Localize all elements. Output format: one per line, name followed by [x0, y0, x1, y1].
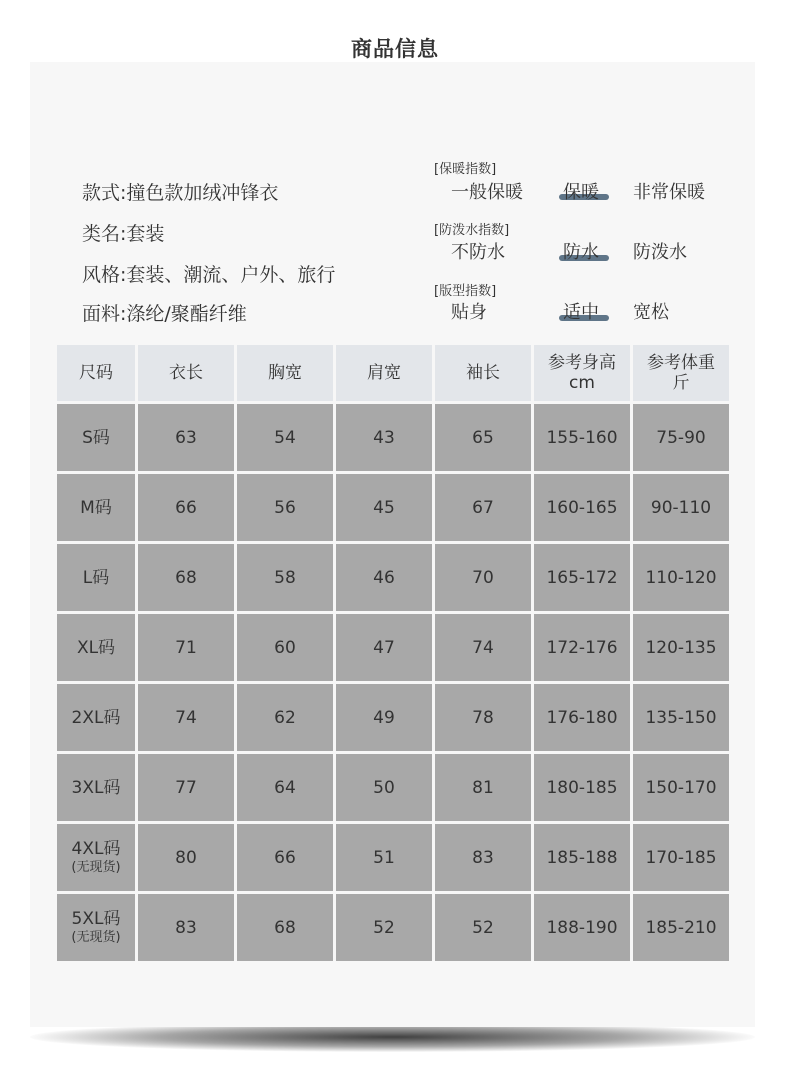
- water-option-repellent: 防泼水: [633, 242, 687, 263]
- shoulder-cell: 50: [336, 754, 432, 821]
- length-cell: 74: [138, 684, 234, 751]
- shoulder-cell: 45: [336, 474, 432, 541]
- height-cell: 176-180: [534, 684, 630, 751]
- header-height: 参考身高 cm: [534, 345, 630, 401]
- height-cell: 188-190: [534, 894, 630, 961]
- shoulder-cell: 47: [336, 614, 432, 681]
- height-cell: 172-176: [534, 614, 630, 681]
- water-option-waterproof: 防水: [563, 242, 599, 263]
- table-row: [57, 684, 729, 751]
- size-cell: 3XL码: [57, 754, 135, 821]
- sleeve-cell: 52: [435, 894, 531, 961]
- weight-cell: 90-110: [633, 474, 729, 541]
- table-row: [57, 894, 729, 961]
- length-cell: 80: [138, 824, 234, 891]
- table-row: [57, 614, 729, 681]
- property-genre: 风格:套装、潮流、户外、旅行: [82, 264, 336, 286]
- sleeve-cell: 78: [435, 684, 531, 751]
- header-shoulder: 肩宽: [336, 345, 432, 401]
- size-cell: M码: [57, 474, 135, 541]
- size-chart-table: [54, 342, 732, 964]
- chest-cell: 64: [237, 754, 333, 821]
- height-cell: 155-160: [534, 404, 630, 471]
- length-cell: 83: [138, 894, 234, 961]
- weight-cell: 185-210: [633, 894, 729, 961]
- page-title: 商品信息: [351, 37, 439, 61]
- shoulder-cell: 49: [336, 684, 432, 751]
- sleeve-cell: 67: [435, 474, 531, 541]
- weight-cell: 150-170: [633, 754, 729, 821]
- fit-option-regular: 适中: [563, 302, 599, 323]
- header-weight: 参考体重 斤: [633, 345, 729, 401]
- chest-cell: 58: [237, 544, 333, 611]
- shoulder-cell: 43: [336, 404, 432, 471]
- size-cell: 5XL码 (无现货): [57, 894, 135, 961]
- chest-cell: 68: [237, 894, 333, 961]
- warmth-option-warm: 保暖: [563, 182, 599, 203]
- property-fabric: 面料:涤纶/聚酯纤维: [82, 303, 247, 325]
- table-row: [57, 404, 729, 471]
- fit-option-loose: 宽松: [633, 302, 669, 323]
- size-chart-header-row: [57, 345, 729, 401]
- length-cell: 77: [138, 754, 234, 821]
- sleeve-cell: 81: [435, 754, 531, 821]
- shoulder-cell: 52: [336, 894, 432, 961]
- sleeve-cell: 70: [435, 544, 531, 611]
- shoulder-cell: 51: [336, 824, 432, 891]
- table-row: [57, 824, 729, 891]
- weight-cell: 75-90: [633, 404, 729, 471]
- header-chest: 胸宽: [237, 345, 333, 401]
- warmth-index-label: [保暖指数]: [434, 162, 497, 177]
- property-style: 款式:撞色款加绒冲锋衣: [82, 182, 279, 204]
- fit-option-slim: 贴身: [451, 302, 487, 323]
- length-cell: 66: [138, 474, 234, 541]
- size-cell: L码: [57, 544, 135, 611]
- chest-cell: 66: [237, 824, 333, 891]
- table-row: [57, 474, 729, 541]
- size-cell: S码: [57, 404, 135, 471]
- fit-index-label: [版型指数]: [434, 284, 497, 299]
- weight-cell: 170-185: [633, 824, 729, 891]
- height-cell: 165-172: [534, 544, 630, 611]
- chest-cell: 56: [237, 474, 333, 541]
- length-cell: 71: [138, 614, 234, 681]
- sleeve-cell: 74: [435, 614, 531, 681]
- height-cell: 185-188: [534, 824, 630, 891]
- table-row: [57, 544, 729, 611]
- chest-cell: 54: [237, 404, 333, 471]
- shoulder-cell: 46: [336, 544, 432, 611]
- table-row: [57, 754, 729, 821]
- header-size: 尺码: [57, 345, 135, 401]
- size-cell: 4XL码 (无现货): [57, 824, 135, 891]
- warmth-option-normal: 一般保暖: [451, 182, 523, 203]
- warmth-option-very-warm: 非常保暖: [633, 182, 705, 203]
- size-cell: XL码: [57, 614, 135, 681]
- sleeve-cell: 83: [435, 824, 531, 891]
- weight-cell: 135-150: [633, 684, 729, 751]
- header-sleeve: 袖长: [435, 345, 531, 401]
- height-cell: 180-185: [534, 754, 630, 821]
- length-cell: 68: [138, 544, 234, 611]
- stock-note: (无现货): [71, 929, 121, 945]
- height-cell: 160-165: [534, 474, 630, 541]
- length-cell: 63: [138, 404, 234, 471]
- water-index-label: [防泼水指数]: [434, 223, 510, 238]
- property-category: 类名:套装: [82, 223, 165, 245]
- stock-note: (无现货): [71, 859, 121, 875]
- chest-cell: 62: [237, 684, 333, 751]
- weight-cell: 120-135: [633, 614, 729, 681]
- water-option-none: 不防水: [451, 242, 505, 263]
- sleeve-cell: 65: [435, 404, 531, 471]
- header-length: 衣长: [138, 345, 234, 401]
- size-cell: 2XL码: [57, 684, 135, 751]
- weight-cell: 110-120: [633, 544, 729, 611]
- chest-cell: 60: [237, 614, 333, 681]
